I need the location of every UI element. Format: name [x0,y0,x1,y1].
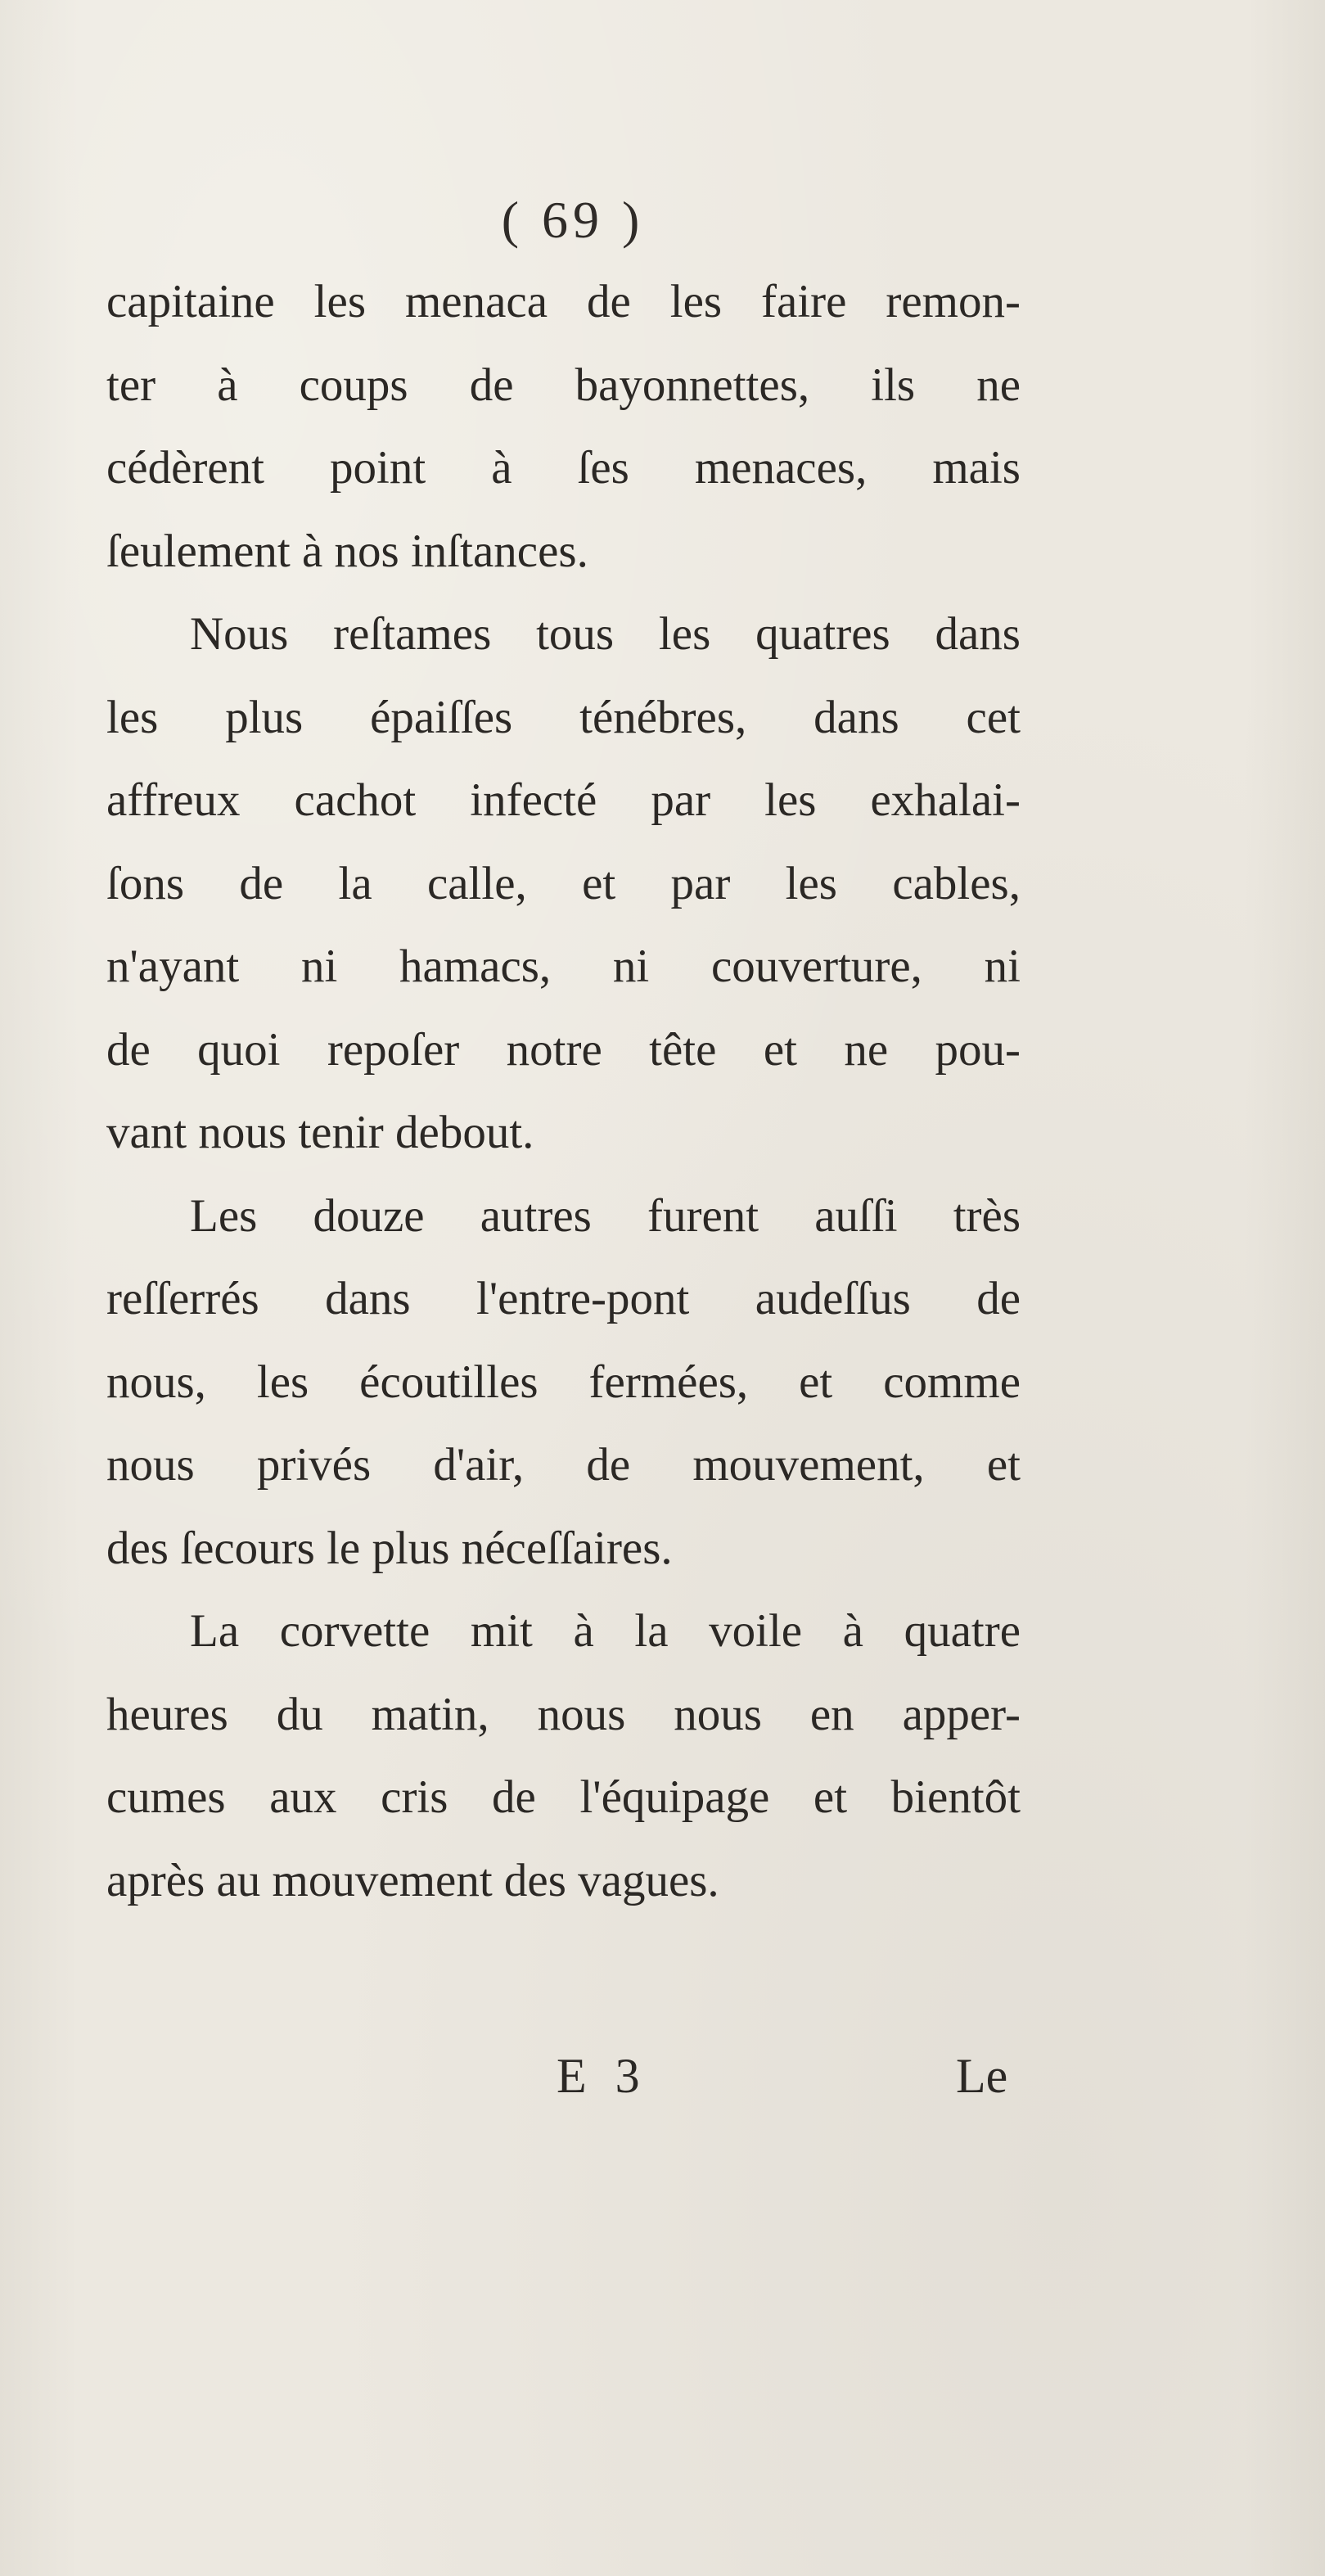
text-line: nous privés d'air, de mouvement, et [106,1439,1021,1491]
text-line: n'ayant ni hamacs, ni couverture, ni [106,941,1021,992]
text-line: heures du matin, nous nous en apper- [106,1688,1021,1740]
text-line: ſeulement à nos inſtances. [106,525,588,577]
text-line: cédèrent point à ſes menaces, mais [106,442,1021,494]
text-line: cumes aux cris de l'équipage et bientôt [106,1771,1021,1823]
text-line: ſons de la calle, et par les cables, [106,857,1021,909]
catchword: Le [956,2049,1008,2103]
text-line: vant nous tenir debout. [106,1107,534,1158]
text-line: ter à coups de bayonnettes, ils ne [106,359,1021,411]
text-line: de quoi repoſer notre tête et ne pou- [106,1023,1021,1076]
text-line: affreux cachot infecté par les exhalai- [106,774,1021,826]
text-line: des ſecours le plus néceſſaires. [106,1522,673,1574]
text-line: après au mouvement des vagues. [106,1854,719,1906]
text-line: capitaine les menaca de les faire remon- [106,276,1021,327]
text-line: La corvette mit à la voile à quatre [190,1605,1021,1657]
text-line: nous, les écoutilles fermées, et comme [106,1356,1021,1408]
text-line: Nous reſtames tous les quatres dans [190,608,1021,660]
text-line: Les douze autres furent auſſi très [190,1189,1021,1242]
body-text [106,260,1021,1922]
page-number: ( 69 ) [501,191,645,249]
page-footer [0,2048,1325,2114]
signature-mark: E 3 [557,2049,648,2103]
text-line: reſſerrés dans l'entre-pont audeſſus de [106,1273,1021,1324]
text-line: les plus épaiſſes ténébres, dans cet [106,691,1021,743]
